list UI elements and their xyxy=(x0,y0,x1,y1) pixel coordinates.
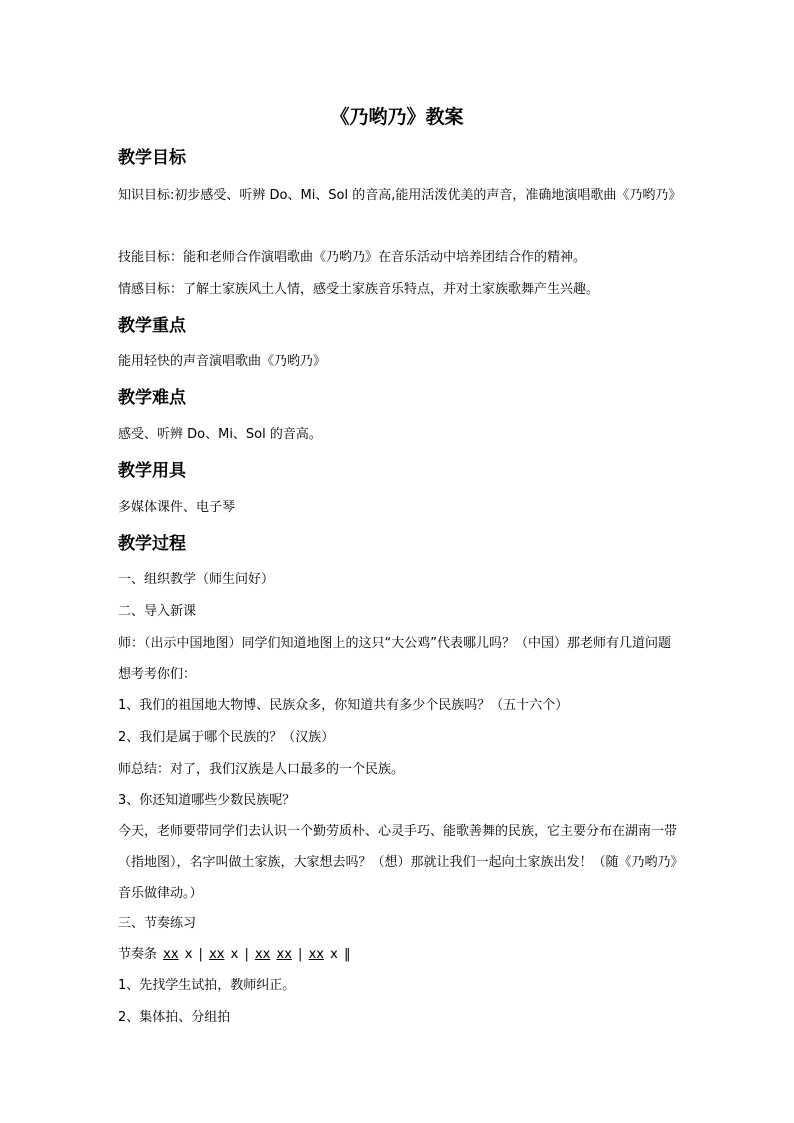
rhythm-note: xx xyxy=(254,947,271,962)
difficulty-text: 感受、听辨 Do、Mi、Sol 的音高。 xyxy=(118,427,322,442)
goal-knowledge: 知识目标:初步感受、听辨 Do、Mi、Sol 的音高,能用活泼优美的声音，准确地演唱歌曲《乃哟乃》 xyxy=(118,188,682,203)
key-text: 能用轻快的声音演唱歌曲《乃哟乃》 xyxy=(118,354,327,369)
rhythm-label: 节奏条 xyxy=(118,947,158,962)
rhythm-note: x xyxy=(330,947,338,962)
process-line: 今天，老师要带同学们去认识一个勤劳质朴、心灵手巧、能歌善舞的民族，它主要分布在湖南一带（指地图），名字叫做土家族，大家想去吗？（想）那就让我们一起向土家族出发！（随《乃哟乃》音乐做律动。） xyxy=(118,824,678,901)
rhythm-barline: | xyxy=(198,947,203,962)
process-step: 1、先找学生试拍，教师纠正。 xyxy=(118,978,296,993)
rhythm-note: xx xyxy=(163,947,179,962)
process-line: 2、我们是属于哪个民族的？（汉族） xyxy=(118,730,335,745)
rhythm-end-barline: ‖ xyxy=(343,947,351,962)
process-line: 三、节奏练习 xyxy=(118,916,197,931)
tools-text: 多媒体课件、电子琴 xyxy=(118,500,236,515)
process-line: 一、组织教学（师生问好） xyxy=(118,572,275,587)
heading-goals: 教学目标 xyxy=(118,148,186,168)
process-line: 二、导入新课 xyxy=(118,604,197,619)
process-line: 师总结：对了，我们汉族是人口最多的一个民族。 xyxy=(118,762,405,777)
document-title: 《乃哟乃》教案 xyxy=(330,106,464,128)
goal-emotion: 情感目标：了解土家族风土人情，感受土家族音乐特点，并对土家族歌舞产生兴趣。 xyxy=(118,282,600,297)
rhythm-note: xx xyxy=(209,947,225,962)
rhythm-note: xx xyxy=(308,947,324,962)
heading-tools: 教学用具 xyxy=(118,461,186,481)
heading-key: 教学重点 xyxy=(118,316,186,336)
rhythm-barline: | xyxy=(244,947,249,962)
rhythm-pattern xyxy=(118,939,678,970)
heading-difficulty: 教学难点 xyxy=(118,388,186,408)
goal-skill: 技能目标：能和老师合作演唱歌曲《乃哟乃》在音乐活动中培养团结合作的精神。 xyxy=(118,250,587,265)
process-line: 1、我们的祖国地大物博、民族众多，你知道共有多少个民族吗？（五十六个） xyxy=(118,698,569,713)
rhythm-note: xx xyxy=(276,947,292,962)
process-line: 3、你还知道哪些少数民族呢？ xyxy=(118,793,296,808)
rhythm-note: x xyxy=(184,947,193,962)
rhythm-note: x xyxy=(230,947,239,962)
rhythm-barline: | xyxy=(298,947,303,962)
process-step: 2、集体拍、分组拍 xyxy=(118,1010,231,1025)
process-line: 师：（出示中国地图）同学们知道地图上的这只“大公鸡”代表哪儿吗？（中国）那老师有几道问题想考考你们： xyxy=(118,636,671,682)
heading-process: 教学过程 xyxy=(118,534,186,554)
